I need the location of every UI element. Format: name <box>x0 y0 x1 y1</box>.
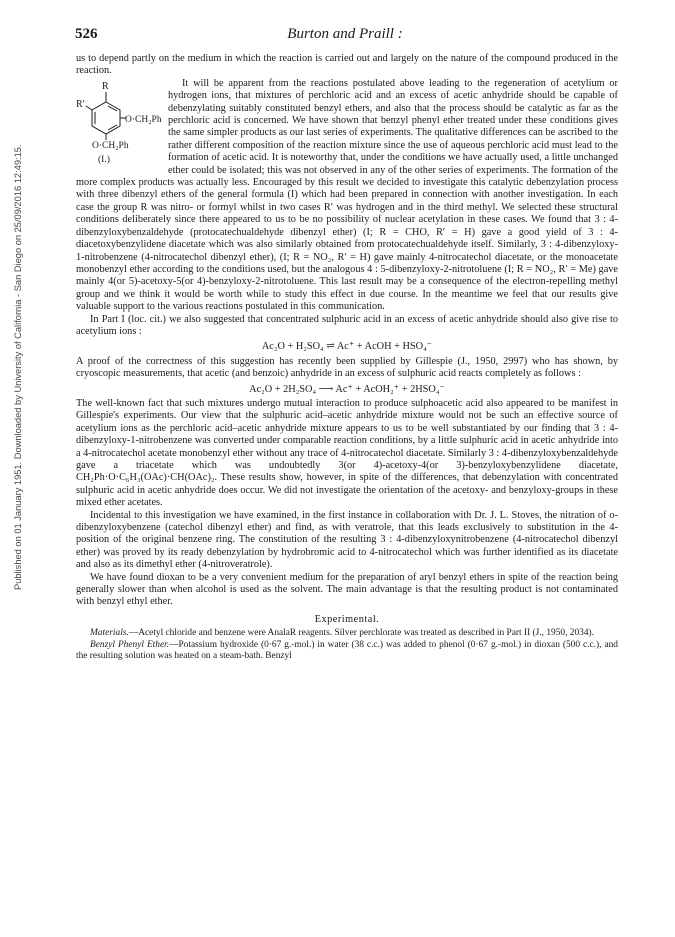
paragraph-3: In Part I (loc. cit.) we also suggested that concentrated sulphuric acid in an excess of acetic anhydride should also give rise to acetylium ions : <box>76 313 618 337</box>
page-header <box>75 26 615 48</box>
download-watermark: Published on 01 January 1951. Downloaded by University of California - San Diego on 25/09/2016 12:49:15. <box>13 144 23 590</box>
article-body <box>76 53 618 663</box>
benzene-ring <box>92 102 120 134</box>
paragraph-1: us to depend partly on the medium in which the reaction is carried out and largely on the nature of the compound produced in the reaction. <box>76 53 618 77</box>
experimental-benzyl-phenyl-ether: Benzyl Phenyl Ether.—Potassium hydroxide (0·67 g.-mol.) in water (38 c.c.) was added to phenol (0·67 g.-mol.) in dioxan (500 c.c.), and the resulting solution was heated on a steam-bath. Benzyl <box>76 639 618 662</box>
benzyloxy-right: O·CH₂Ph <box>125 114 162 125</box>
equation-1: Ac₂O + H₂SO₄ ⇌ Ac⁺ + AcOH + HSO₄⁻ <box>261 341 433 353</box>
rprime-label: R′ <box>76 98 85 110</box>
benzyloxy-bottom: O·CH₂Ph <box>92 140 129 151</box>
page-number: 526 <box>75 26 98 42</box>
paragraph-7: We have found dioxan to be a very convenient medium for the preparation of aryl benzyl ethers in spite of the reaction being generally slower than when alcohol is used as the solvent. The main advantage is that the resulting product is not contaminated with benzyl ethyl ether. <box>76 571 618 608</box>
paragraph-6: Incidental to this investigation we have examined, in the first instance in collaboration with Dr. J. L. Stoves, the nitration of o-dibenzyloxybenzene (catechol dibenzyl ether) and find, as with veratrole, that this leads exclusively to substitution in the 4-position of the original benzene ring. The constitution of the resulting 3 : 4-dibenzyloxynitrobenzene (4-nitrocatechol dibenzyl ether) was proved by its ready debenzylation by hydrobromic acid to 4-nitrocatechol which was further identified as its diacetate and also as its dimethyl ether (4-nitroveratrole). <box>76 509 618 571</box>
experimental-materials: Materials.—Acetyl chloride and benzene were AnalaR reagents. Silver perchlorate was treated as described in Part II (J., 1950, 2034). <box>90 628 595 639</box>
r-label: R <box>102 80 109 92</box>
compound-label: (I.) <box>98 154 110 165</box>
running-head: Burton and Praill : <box>287 26 403 42</box>
paragraph-4: A proof of the correctness of this suggestion has recently been supplied by Gillespie (J., 1950, 2997) who has shown, by cryoscopic measurements, that acetic (and benzoic) anhydride in an excess of sulphuric acid reacts completely as follows : <box>76 355 618 380</box>
paragraph-2: R R′ O·CH₂Ph O·CH₂Ph (I.) It will be apparent from the reactions postulated above leading to the regeneration of acetylium or hydrogen ions, that mixtures of perchloric acid and an excess of acetic anhydride should be capable of debenzylating suitably constituted benzyl ethers, and also that the process should be catalytic as far as the perchloric acid is concerned. We have shown that benzyl phenyl ether treated under these conditions gives the same simpler products as our last series of experiments. The qualitative differences can be ascribed to the rather different composition of the reaction mixture since the use of aqueous perchloric acid must lead to the formation of acetic acid. It is noteworthy that, under the conditions we have actually used, a little unchanged ether could be isolated; this was not observed in any of the other series of experiments. The formation of the more complex products was actually less. Encouraged by this result we decided to investigate this catalytic debenzylation process with three dibenzyl ethers of the general formula (I) which had been prepared in connection with another investigation. In each case the group R was nitro- or formyl whilst in two cases R′ was hydrogen and in the third methyl. We selected these structural conditions deliberately since there appeared to us to be no possibility of nuclear acetylation in these cases. We found that 3 : 4-dibenzyloxybenzaldehyde (protocatechualdehyde dibenzyl ether) (I; R = CHO, R′ = H) gave a good yield of 3 : 4-diacetoxybenzylidene diacetate which was also similarly obtained from protocatechualdehyde itself. Similarly, 3 : 4-dibenzyloxy-1-nitrobenzene (4-nitrocatechol dibenzyl ether), (I; R = NO₂, R′ = H) gave mainly 4-nitrocatechol diacetate, or the monoacetate monobenzyl ether according to the conditions used, but the analogous 4 : 5-dibenzyloxy-2-nitrotoluene (I; R = NO₂, R′ = Me) gave mainly 4(or 5)-acetoxy-5(or 4)-benzyloxy-2-nitrotoluene. This last result may be a consequence of the electron-repelling methyl group and we think it would be worth while to study this effect in due course. In the meantime we feel that our results give valuable support to the various reactions postulated in this communication. <box>76 77 618 313</box>
section-heading: Experimental. <box>314 613 380 625</box>
paragraph-5: The well-known fact that such mixtures undergo mutual interaction to produce sulphoacetic acid also appeared to be manifest in Gillespie's experiments. Our view that the sulphuric acid–acetic anhydride mixture would not be such an effective source of acetylium ions as the perchloric acid–acetic anhydride mixture appears to us to be well substantiated by our finding that 3 : 4-dibenzyloxy-1-nitrobenzene was converted under comparable reaction conditions, by a little sulphuric acid in acetic anhydride into a 4-nitrocatechol acetate monobenzyl ether without any trace of 4-nitrocatechol diacetate. Similarly 3 : 4-dibenzyloxybenzaldehyde gave a triacetate which was undoubtedly 3(or 4)-acetoxy-4(or 3)-benzyloxybenzylidene diacetate, CH₂Ph·O·C₆H₃(OAc)·CH(OAc)₂. These results show, however, in spite of the differences, that debenzylation with concentrated sulphuric acid in acetic anhydride does occur. We did not investigate the orientation of the acetoxy- and benzyloxy-groups in these mixed ether acetates. <box>76 397 618 509</box>
equation-2: Ac₂O + 2H₂SO₄ ⟶ Ac⁺ + AcOH₂⁺ + 2HSO₄⁻ <box>249 383 445 395</box>
structure-formula-i <box>76 78 164 166</box>
